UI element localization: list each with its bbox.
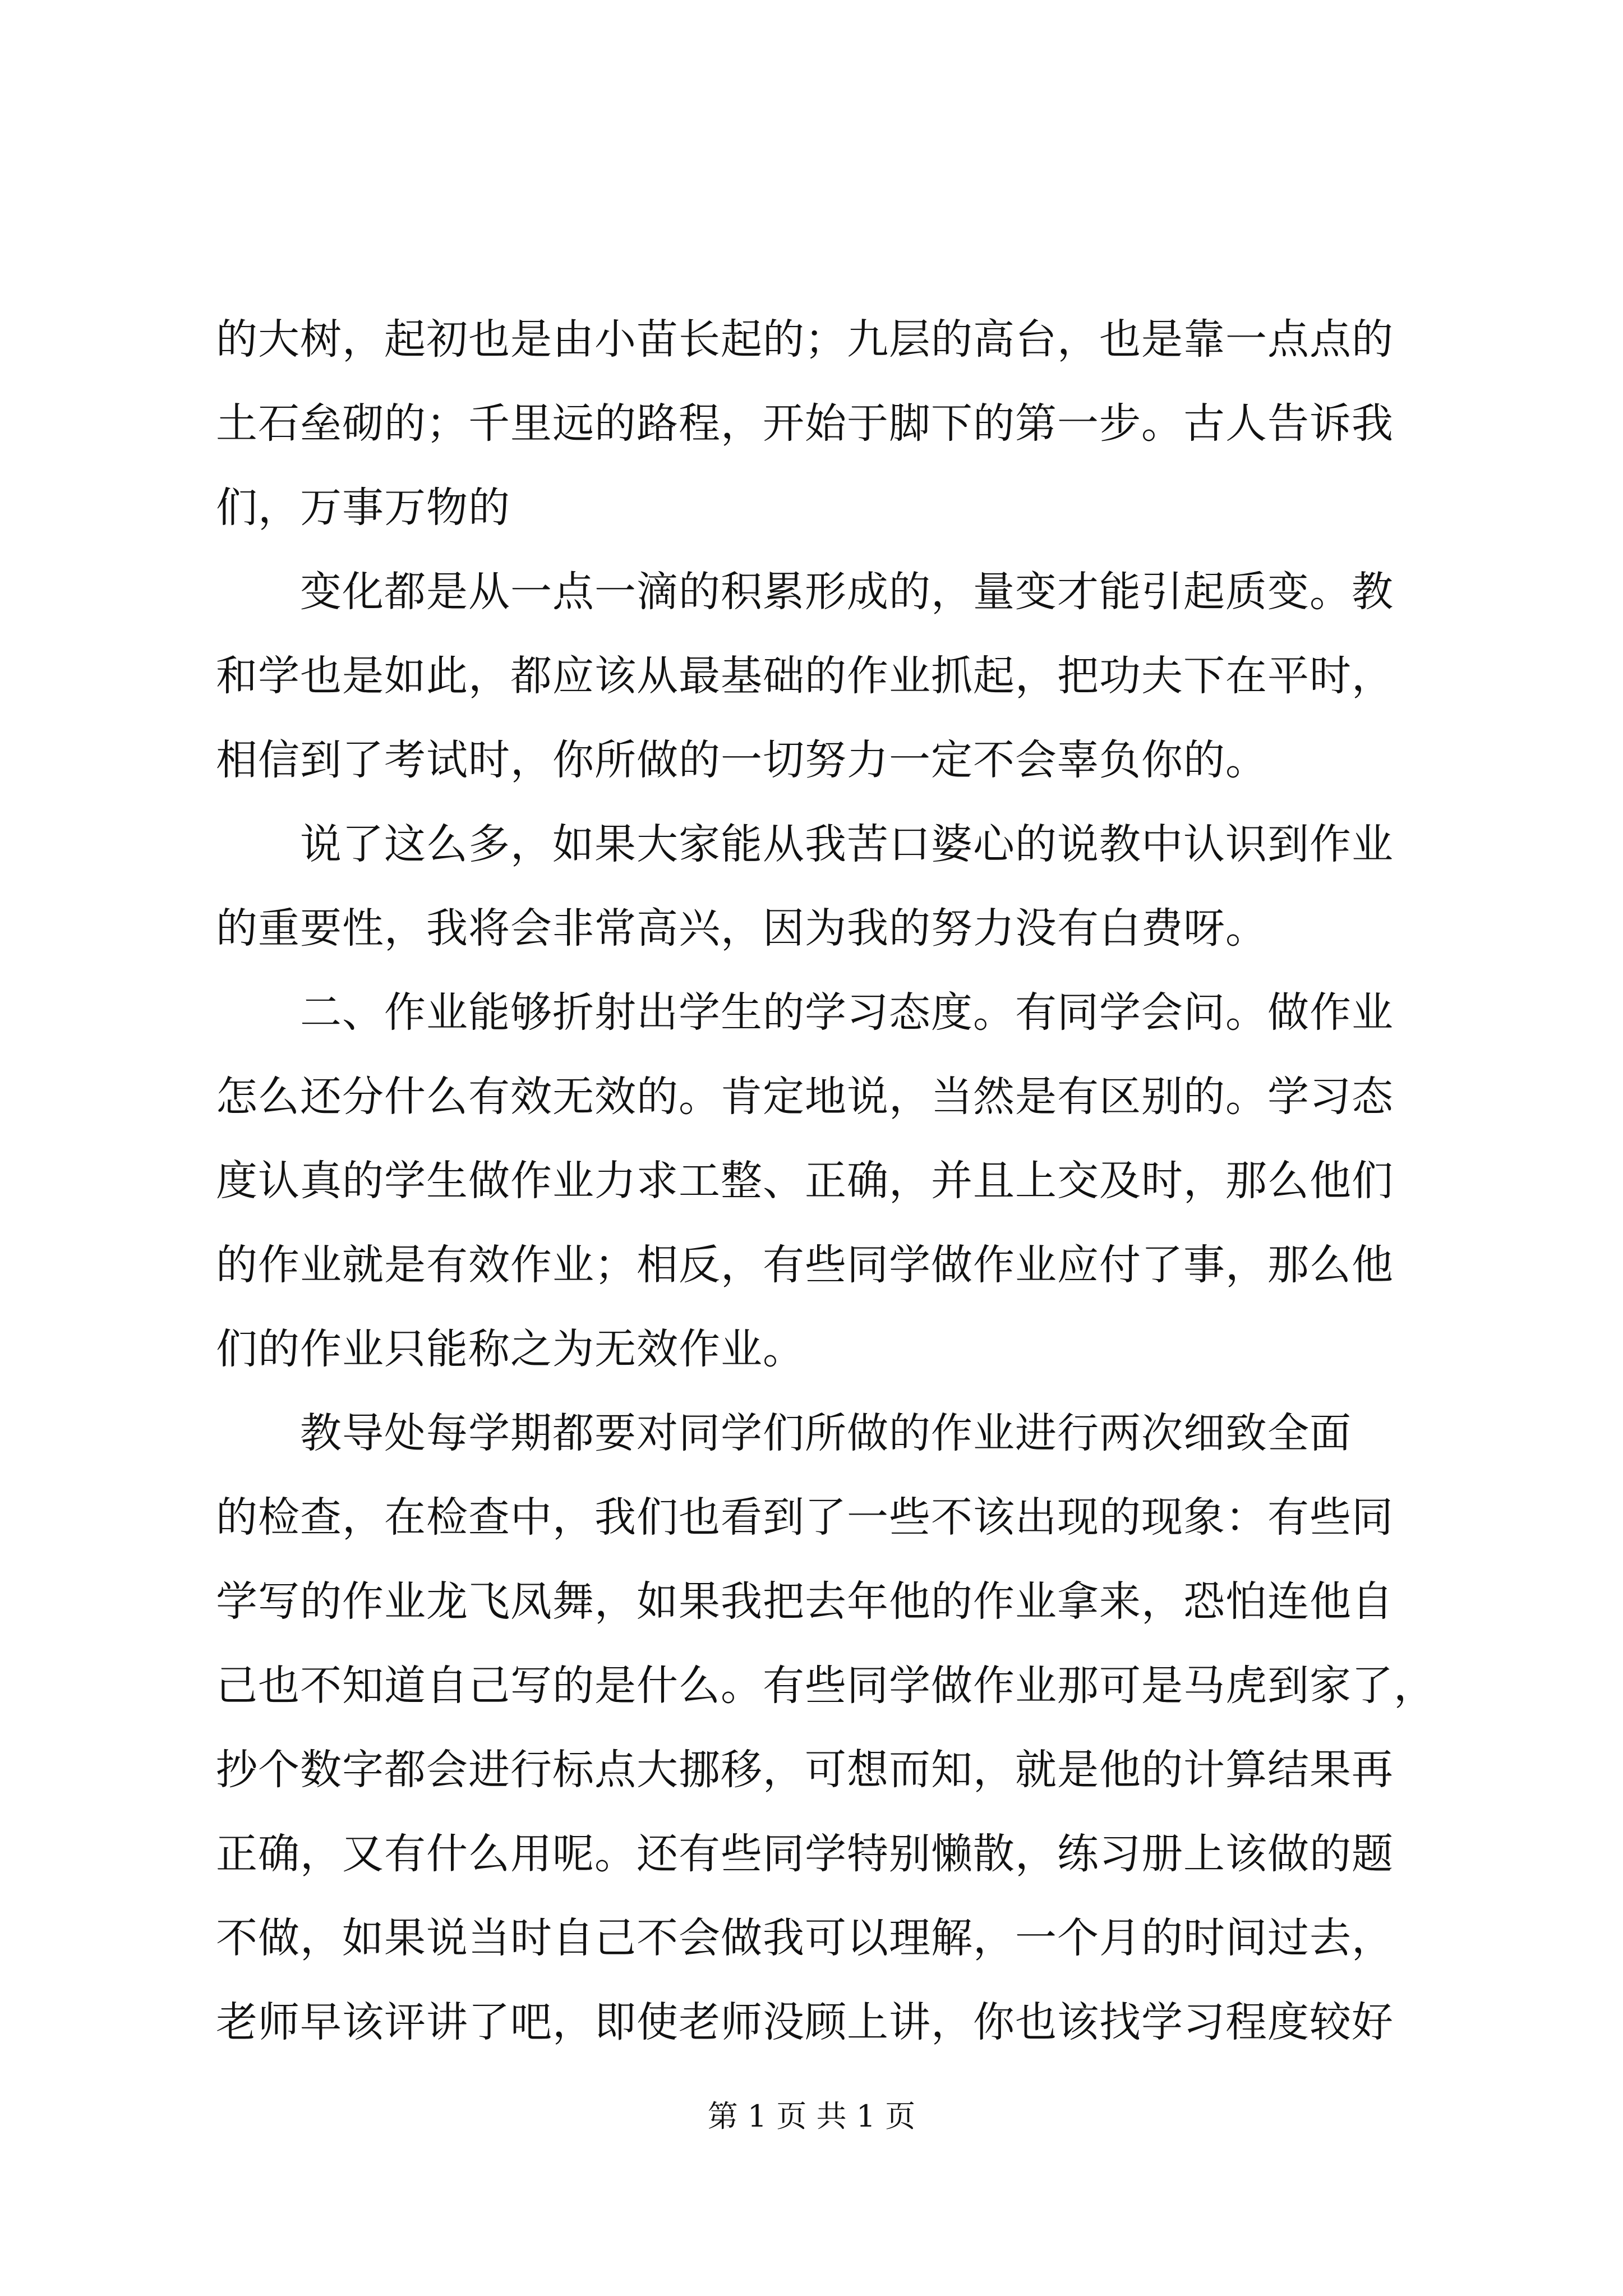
text-line: 的作业就是有效作业；相反，有些同学做作业应付了事，那么他 <box>216 1241 1394 1289</box>
text-line: 相信到了考试时，你所做的一切努力一定不会辜负你的。 <box>216 736 1267 784</box>
text-line: 的重要性，我将会非常高兴，因为我的努力没有白费呀。 <box>216 904 1267 953</box>
text-line: 和学也是如此，都应该从最基础的作业抓起，把功夫下在平时， <box>216 652 1394 700</box>
text-line: 不做，如果说当时自己不会做我可以理解，一个月的时间过去， <box>216 1914 1394 1962</box>
text-line: 们，万事万物的 <box>216 484 510 532</box>
page-number-footer: 第 1 页 共 1 页 <box>707 2099 916 2134</box>
text-line: 老师早该评讲了吧，即使老师没顾上讲，你也该找学习程度较好 <box>216 1998 1394 2046</box>
text-line: 度认真的学生做作业力求工整、正确，并且上交及时，那么他们 <box>216 1157 1394 1205</box>
text-line: 说了这么多，如果大家能从我苦口婆心的说教中认识到作业 <box>300 820 1394 868</box>
text-line: 教导处每学期都要对同学们所做的作业进行两次细致全面 <box>300 1409 1352 1457</box>
text-line: 抄个数字都会进行标点大挪移，可想而知，就是他的计算结果再 <box>216 1746 1394 1794</box>
text-line: 土石垒砌的；千里远的路程，开始于脚下的第一步。古人告诉我 <box>216 399 1394 448</box>
text-line: 正确，又有什么用呢。还有些同学特别懒散，练习册上该做的题 <box>216 1830 1394 1878</box>
text-line: 二、作业能够折射出学生的学习态度。有同学会问。做作业 <box>300 988 1394 1037</box>
text-line: 的大树，起初也是由小苗长起的；九层的高台，也是靠一点点的 <box>216 315 1394 364</box>
text-line: 变化都是从一点一滴的积累形成的，量变才能引起质变。教 <box>300 568 1394 616</box>
text-line: 己也不知道自己写的是什么。有些同学做作业那可是马虎到家了， <box>216 1662 1436 1710</box>
text-line: 们的作业只能称之为无效作业。 <box>216 1325 805 1373</box>
text-line: 学写的作业龙飞凤舞，如果我把去年他的作业拿来，恐怕连他自 <box>216 1577 1394 1626</box>
text-line: 怎么还分什么有效无效的。肯定地说，当然是有区别的。学习态 <box>216 1073 1394 1121</box>
text-line: 的检查，在检查中，我们也看到了一些不该出现的现象：有些同 <box>216 1493 1394 1542</box>
